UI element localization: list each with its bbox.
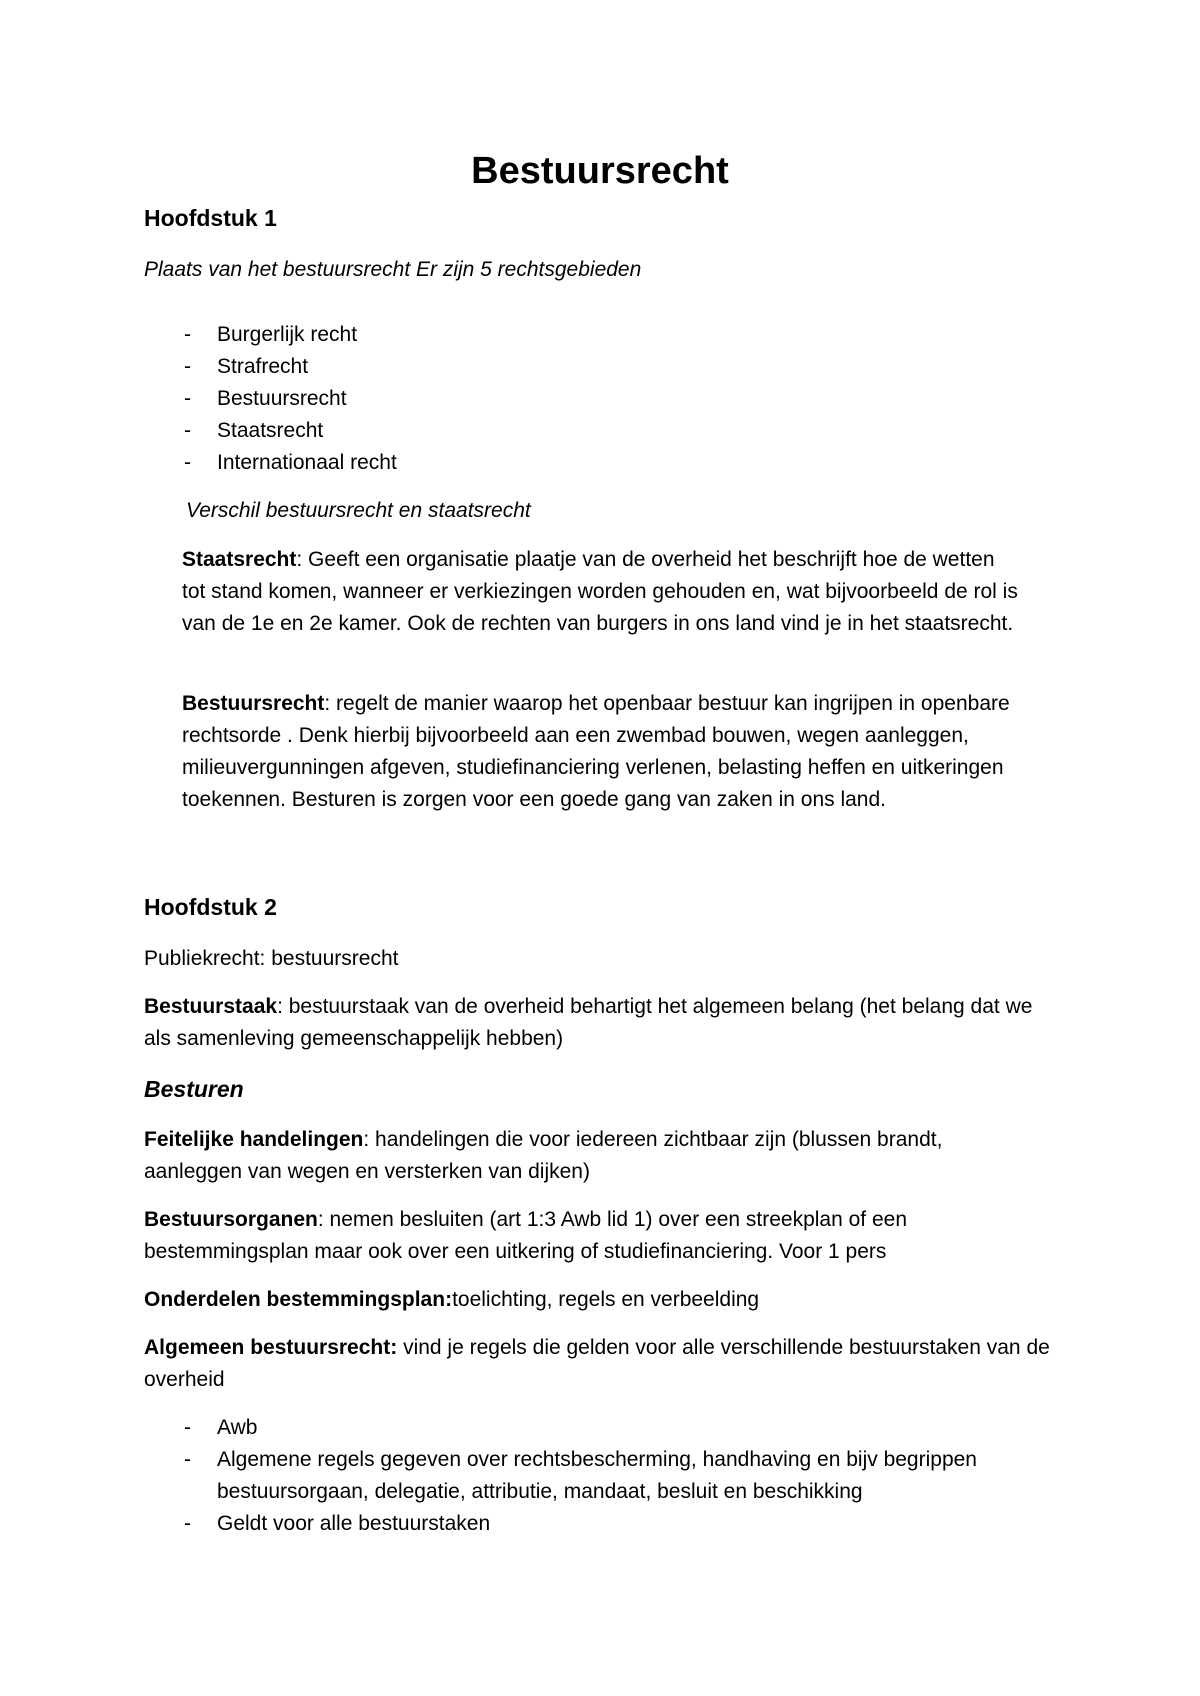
areas-list [144, 319, 1044, 479]
bestuursorganen-term: Bestuursorganen [144, 1208, 318, 1231]
document-title: Bestuursrecht [471, 150, 729, 192]
list-item: - Bestuursrecht [184, 387, 347, 410]
feitelijke-paragraph [144, 1124, 1024, 1188]
bestuursrecht-paragraph [182, 688, 1072, 816]
onderdelen-paragraph [144, 1284, 1044, 1316]
list-item: - Strafrecht [184, 355, 309, 378]
algemeen-text: vind je regels die gelden voor alle verschillende bestuurstaken van de overheid [144, 1336, 1050, 1391]
list-item: - Burgerlijk recht [184, 323, 358, 346]
algemeen-term: Algemeen bestuursrecht: [144, 1336, 398, 1359]
besturen-heading: Besturen [144, 1076, 244, 1102]
chapter1-intro: Plaats van het bestuursrecht Er zijn 5 rechtsgebieden [144, 258, 642, 281]
bestuursorganen-text: : nemen besluiten (art 1:3 Awb lid 1) over een streekplan of een bestemmingsplan maar ook over een uitkering of studiefinanciering. Voor 1 pers [144, 1208, 908, 1263]
staatsrecht-term: Staatsrecht [182, 548, 297, 571]
algemeen-list [144, 1412, 1044, 1540]
publiekrecht-line: Publiekrecht: bestuursrecht [144, 947, 399, 970]
chapter1-heading: Hoofdstuk 1 [144, 205, 277, 231]
list-item: - Staatsrecht [184, 419, 324, 442]
feitelijke-text: : handelingen die voor iedereen zichtbaar zijn (blussen brandt, aanleggen van wegen en versterken van dijken) [144, 1128, 943, 1183]
bestuurstaak-term: Bestuurstaak [144, 995, 278, 1018]
algemeen-paragraph [144, 1332, 1064, 1396]
staatsrecht-paragraph [182, 544, 1022, 640]
list-item: - Awb [184, 1416, 258, 1439]
onderdelen-term: Onderdelen bestemmingsplan: [144, 1288, 453, 1311]
staatsrecht-text: : Geeft een organisatie plaatje van de overheid het beschrijft hoe de wetten tot stand komen, wanneer er verkiezingen worden gehouden en, wat bijvoorbeeld de rol is van de 1e en 2e kamer. Ook de rechten van burgers in ons land vind je in het staatsrecht. [182, 548, 1018, 635]
bestuurstaak-paragraph [144, 991, 1064, 1055]
onderdelen-text: toelichting, regels en verbeelding [452, 1288, 760, 1311]
list-item: - Geldt voor alle bestuurstaken [184, 1512, 491, 1535]
list-item: - Internationaal recht [184, 451, 397, 474]
chapter2-heading: Hoofdstuk 2 [144, 894, 277, 920]
feitelijke-term: Feitelijke handelingen [144, 1128, 364, 1151]
list-item: - Algemene regels gegeven over rechtsbescherming, handhaving en bijv begrippen bestuursorgaan, delegatie, attributie, mandaat, besluit en beschikking [184, 1448, 977, 1503]
bestuursorganen-paragraph [144, 1204, 1024, 1268]
bestuursrecht-term: Bestuursrecht [182, 692, 325, 715]
bestuurstaak-text: : bestuurstaak van de overheid behartigt het algemeen belang (het belang dat we als samenleving gemeenschappelijk hebben) [144, 995, 1033, 1050]
bestuursrecht-text: : regelt de manier waarop het openbaar bestuur kan ingrijpen in openbare rechtsorde . Denk hierbij bijvoorbeeld aan een zwembad bouwen, wegen aanleggen, milieuvergunningen afgeven, studiefinanciering verlenen, belasting heffen en uitkeringen toekennen. Besturen is zorgen voor een goede gang van zaken in ons land. [182, 692, 1010, 811]
chapter1-subheading: Verschil bestuursrecht en staatsrecht [186, 499, 531, 522]
